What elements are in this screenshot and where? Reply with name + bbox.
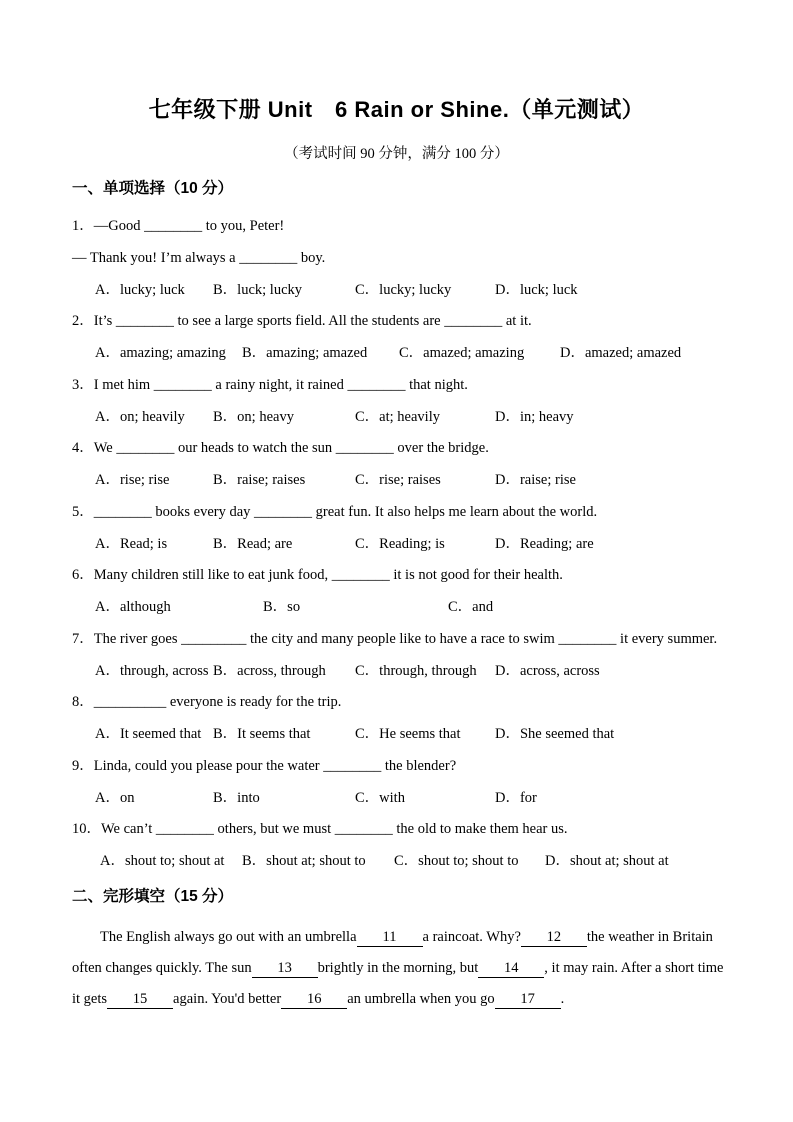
cloze-text: an umbrella when you go — [347, 991, 495, 1007]
section1-heading: 一、单项选择（10 分） — [72, 180, 234, 197]
cloze-blank: 17 — [495, 990, 561, 1009]
question-8-options — [72, 719, 757, 751]
option-b: B．on; heavy — [213, 408, 294, 425]
question-5-options — [72, 529, 757, 561]
exam-time-info: （考试时间 90 分钟，满分 100 分） — [284, 146, 509, 162]
option-a: A．through, across — [95, 662, 209, 679]
cloze-text: the weather in Britain — [586, 929, 713, 945]
option-c: C．Reading; is — [355, 535, 445, 552]
cloze-blank: 12 — [521, 928, 587, 947]
cloze-text: it gets — [72, 991, 108, 1007]
option-b: B．across, through — [213, 662, 326, 679]
section2-heading: 二、完形填空（15 分） — [72, 888, 234, 905]
option-c: C．with — [355, 789, 405, 806]
option-b: B．amazing; amazed — [242, 345, 368, 361]
cloze-text: brightly in the morning, but — [317, 960, 479, 976]
option-c: C．shout to; shout to — [394, 853, 519, 869]
cloze-section — [72, 922, 757, 1015]
option-b: B．Read; are — [213, 535, 293, 552]
question-1-line-2: — Thank you! I’m always a ________ boy. — [72, 249, 326, 266]
cloze-text: , it may rain. After a short time — [544, 960, 724, 976]
document-title: 七年级下册 Unit 6 Rain or Shine.（单元测试） — [148, 97, 645, 122]
cloze-text: often changes quickly. The sun — [72, 960, 252, 976]
option-d: D．She seemed that — [495, 726, 615, 742]
option-c: C．and — [448, 599, 494, 615]
question-6-line-1: 6．Many children still like to eat junk food, ________ it is not good for their health. — [72, 567, 563, 584]
option-d: D．luck; luck — [495, 281, 578, 298]
cloze-blank: 14 — [478, 959, 544, 978]
multiple-choice-section — [72, 211, 757, 878]
option-b: B．raise; raises — [213, 472, 306, 488]
option-a: A．shout to; shout at — [100, 853, 225, 869]
question-2-options — [72, 338, 757, 370]
option-d: D．for — [495, 789, 537, 806]
option-a: A．on — [95, 789, 135, 806]
question-9-line-1: 9．Linda, could you please pour the water ________ the blender? — [72, 757, 457, 774]
cloze-blank: 16 — [281, 990, 347, 1009]
cloze-blank: 15 — [107, 990, 173, 1009]
option-a: A．lucky; luck — [95, 281, 185, 298]
option-a: A．rise; rise — [95, 472, 170, 488]
question-3-options — [72, 402, 757, 434]
option-a: A．although — [95, 599, 171, 615]
option-d: D．amazed; amazed — [560, 345, 682, 361]
option-a: A．Read; is — [95, 535, 168, 552]
option-d: D．shout at; shout at — [545, 853, 669, 869]
question-9-options — [72, 783, 757, 815]
option-a: A．on; heavily — [95, 408, 185, 425]
question-10-options — [72, 846, 757, 878]
option-c: C．amazed; amazing — [399, 345, 525, 361]
question-10-line-1: 10．We can’t ________ others, but we must ________ the old to make them hear us. — [72, 821, 568, 838]
option-d: D．across, across — [495, 662, 600, 679]
option-c: C．through, through — [355, 662, 477, 679]
cloze-line-1 — [72, 922, 757, 953]
question-4-options — [72, 465, 757, 497]
option-b: B．It seems that — [213, 726, 311, 742]
question-7-line-1: 7．The river goes _________ the city and many people like to have a race to swim ________ it every summer. — [72, 630, 718, 647]
option-c: C．rise; raises — [355, 472, 441, 488]
question-7-options — [72, 656, 757, 688]
option-b: B．luck; lucky — [213, 281, 303, 298]
option-a: A．amazing; amazing — [95, 345, 226, 361]
cloze-blank: 11 — [357, 928, 423, 947]
cloze-text: a raincoat. Why? — [422, 929, 521, 945]
option-b: B．shout at; shout to — [242, 853, 366, 869]
question-4-line-1: 4．We ________ our heads to watch the sun ________ over the bridge. — [72, 440, 489, 457]
option-b: B．so — [263, 599, 301, 615]
question-3-line-1: 3．I met him ________ a rainy night, it rained ________ that night. — [72, 376, 468, 393]
question-8-line-1: 8．__________ everyone is ready for the trip. — [72, 694, 342, 711]
question-6-options — [72, 592, 757, 624]
cloze-blank: 13 — [252, 959, 318, 978]
option-c: C．lucky; lucky — [355, 281, 452, 298]
option-c: C．He seems that — [355, 726, 461, 742]
option-c: C．at; heavily — [355, 408, 440, 425]
cloze-text: again. You'd better — [173, 991, 282, 1007]
cloze-line-3 — [72, 984, 757, 1015]
option-d: D．raise; rise — [495, 472, 576, 488]
option-a: A．It seemed that — [95, 726, 202, 742]
cloze-text: . — [560, 991, 565, 1007]
cloze-text: The English always go out with an umbrella — [100, 929, 357, 945]
question-2-line-1: 2．It’s ________ to see a large sports field. All the students are ________ at it. — [72, 313, 532, 330]
option-d: D．Reading; are — [495, 535, 594, 552]
question-1-options — [72, 275, 757, 307]
question-1-line-1: 1．—Good ________ to you, Peter! — [72, 218, 285, 234]
question-5-line-1: 5．________ books every day ________ great fun. It also helps me learn about the world. — [72, 503, 598, 520]
option-d: D．in; heavy — [495, 408, 574, 425]
option-b: B．into — [213, 789, 260, 806]
cloze-line-2 — [72, 953, 757, 984]
